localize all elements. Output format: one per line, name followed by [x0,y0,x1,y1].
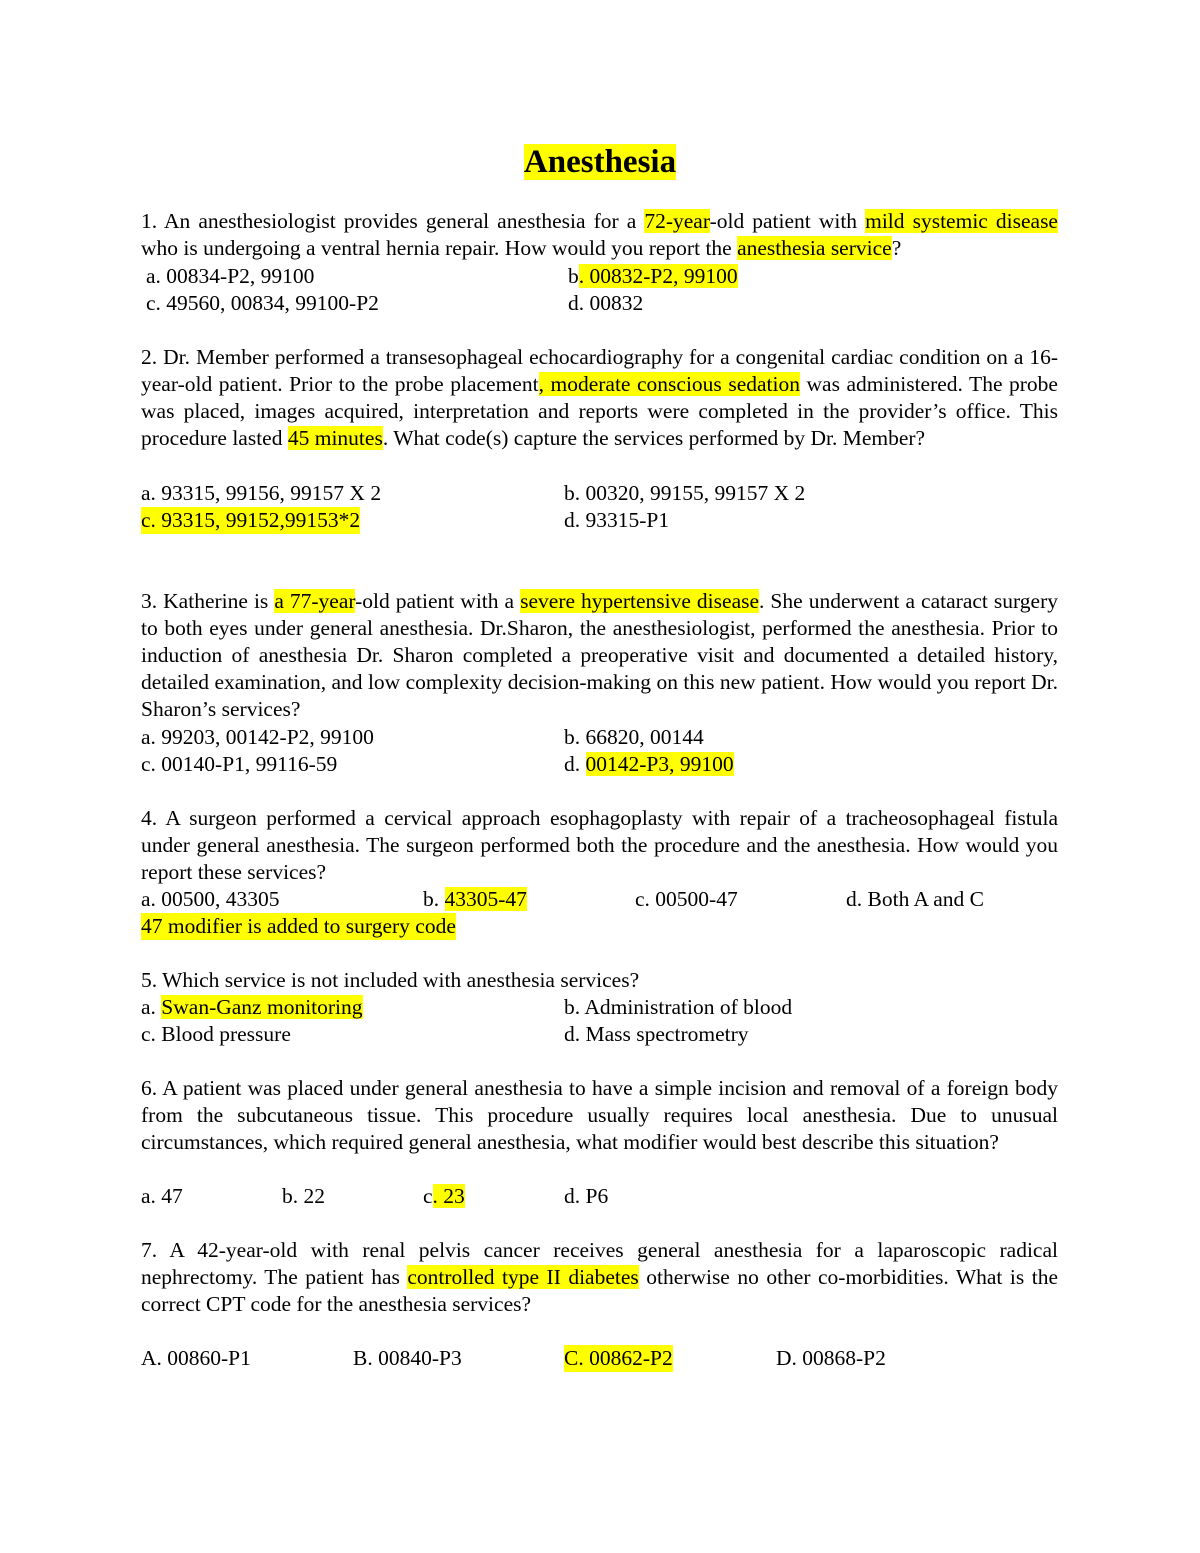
highlight: controlled type II diabetes [407,1265,639,1289]
highlight: mild systemic disease [865,209,1058,233]
option-d: d. 00832 [568,291,644,315]
option-b: b. 43305-47 [423,887,527,911]
option-a: a. 99203, 00142-P2, 99100 [141,725,374,749]
option-d: d. Mass spectrometry [564,1022,749,1046]
option-c: c. 23 [423,1184,465,1208]
question-7-options-row [141,1345,1058,1372]
question-2: 2. Dr. Member performed a transesophageal echocardiography for a congenital cardiac condition on a 16-year-old patient. Prior to the probe placement, moderate conscious sedation was administered. The probe was placed, images acquired, interpretation and reports were completed in the provider’s office. This procedure lasted 45 minutes. What code(s) capture the services performed by Dr. Member? [141,345,1058,450]
option-a: A. 00860-P1 [141,1346,251,1370]
option-d: d. 00142-P3, 99100 [564,752,734,776]
option-b: B. 00840-P3 [353,1346,462,1370]
option-b: b. Administration of blood [564,995,793,1019]
question-3-options-row-1 [141,724,1058,751]
highlight: a 77-year [274,589,356,613]
question-5-options-row-1 [141,994,1058,1021]
answer-highlight: 00142-P3, 99100 [585,752,734,776]
option-b: b. 00832-P2, 99100 [568,264,738,288]
question-4: 4. A surgeon performed a cervical approach esophagoplasty with repair of a tracheosophageal fistula under general anesthesia. The surgeon performed both the procedure and the anesthesia. How would you report these services? [141,806,1058,884]
option-c: c. 00140-P1, 99116-59 [141,752,338,776]
question-5: 5. Which service is not included with anesthesia services? [141,968,640,992]
question-2-options-row-1 [141,480,1058,507]
question-2-options-row-2 [141,507,1058,534]
answer-highlight: 43305-47 [444,887,527,911]
question-5-options-row-2 [141,1021,1058,1048]
highlight: , moderate conscious sedation [538,372,800,396]
highlight: 72-year [644,209,710,233]
answer-highlight: . 00832-P2, 99100 [578,264,738,288]
option-c: c. 49560, 00834, 99100-P2 [146,291,379,315]
option-a: a. 47 [141,1184,183,1208]
answer-highlight: Swan-Ganz monitoring [161,995,363,1019]
option-a: a. 93315, 99156, 99157 X 2 [141,481,382,505]
option-a: a. 00500, 43305 [141,887,280,911]
option-b: b. 00320, 99155, 99157 X 2 [564,481,806,505]
option-d: d. Both A and C [846,887,984,911]
option-a: a. 00834-P2, 99100 [146,264,315,288]
option-d: D. 00868-P2 [776,1346,886,1370]
option-d: d. 93315-P1 [564,508,670,532]
question-6: 6. A patient was placed under general anesthesia to have a simple incision and removal of a foreign body from the subcutaneous tissue. This procedure usually requires local anesthesia. Due to unusual circumstances, which required general anesthesia, what modifier would best describe this situation? [141,1076,1058,1154]
question-7: 7. A 42-year-old with renal pelvis cancer receives general anesthesia for a laparoscopic radical nephrectomy. The patient has controlled type II diabetes otherwise no other co-morbidities. What is the correct CPT code for the anesthesia services? [141,1238,1058,1316]
question-3-options-row-2 [141,751,1058,778]
option-b: b. 66820, 00144 [564,725,704,749]
page-title-text: Anesthesia [523,144,677,180]
highlight: severe hypertensive disease [520,589,760,613]
question-1-options-row-2 [141,290,1058,317]
question-1: 1. An anesthesiologist provides general anesthesia for a 72-year-old patient with mild systemic disease who is undergoing a ventral hernia repair. How would you report the anesthesia service? [141,209,1058,260]
page-title [0,143,1200,181]
answer-note: 47 modifier is added to surgery code [141,914,456,938]
highlight: 45 minutes [287,426,383,450]
question-4-options-row [141,886,1058,913]
question-6-options-row [141,1183,1058,1210]
option-c: c. 00500-47 [635,887,738,911]
option-d: d. P6 [564,1184,609,1208]
option-c: C. 00862-P2 [564,1346,673,1370]
answer-highlight: . 23 [432,1184,465,1208]
option-a: a. Swan-Ganz monitoring [141,995,363,1019]
question-1-options-row-1 [141,263,1058,290]
option-c: c. Blood pressure [141,1022,291,1046]
option-b: b. 22 [282,1184,325,1208]
question-4-note [141,913,1058,940]
question-3: 3. Katherine is a 77-year-old patient with a severe hypertensive disease. She underwent a cataract surgery to both eyes under general anesthesia. Dr.Sharon, the anesthesiologist, performed the anesthesia. Prior to induction of anesthesia Dr. Sharon completed a preoperative visit and documented a detailed history, detailed examination, and low complexity decision-making on this new patient. How would you report Dr. Sharon’s services? [141,589,1058,721]
highlight: anesthesia service [737,236,892,260]
option-c: c. 93315, 99152,99153*2 [141,508,361,532]
